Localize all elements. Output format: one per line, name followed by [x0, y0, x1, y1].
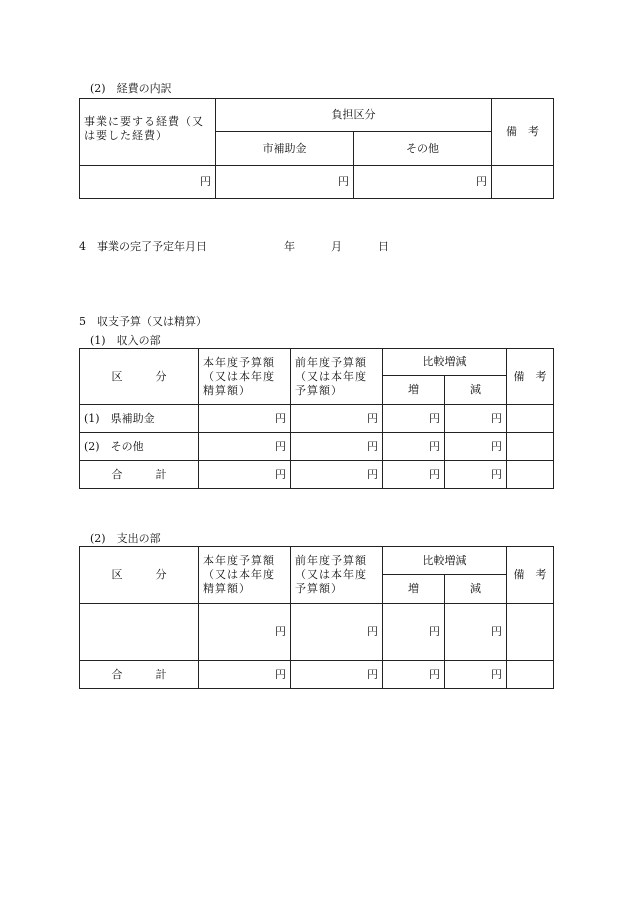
header-city-subsidy: 市補助金 — [216, 132, 354, 166]
completion-date-label: 4 事業の完了予定年月日 — [79, 240, 207, 253]
header-this-year: 本年度予算額（又は本年度精算額） — [199, 349, 291, 405]
cell-decrease: 円 — [445, 661, 507, 689]
cell-other: 円 — [354, 166, 492, 199]
header-compare: 比較増減 — [383, 349, 507, 376]
cell-remarks — [507, 405, 554, 433]
header-increase: 増 — [383, 575, 445, 604]
header-remarks: 備 考 — [507, 349, 554, 405]
income-heading: (1) 収入の部 — [90, 334, 161, 347]
header-remarks: 備 考 — [492, 99, 554, 166]
cell-last-year: 円 — [291, 604, 383, 661]
table-row — [80, 604, 554, 661]
header-expense: 事業に要する経費（又は要した経費） — [80, 99, 216, 166]
header-compare: 比較増減 — [383, 547, 507, 575]
cell-decrease: 円 — [445, 405, 507, 433]
cell-last-year: 円 — [291, 661, 383, 689]
cell-remarks — [507, 433, 554, 461]
header-last-year: 前年度予算額（又は本年度予算額） — [291, 349, 383, 405]
cell-last-year: 円 — [291, 433, 383, 461]
table-row — [80, 405, 554, 433]
income-table — [79, 348, 554, 489]
total-row — [80, 461, 554, 489]
header-remarks: 備 考 — [507, 547, 554, 604]
cell-this-year: 円 — [199, 433, 291, 461]
expense-breakdown-table — [79, 98, 554, 199]
header-this-year: 本年度予算額（又は本年度精算額） — [199, 547, 291, 604]
header-category: 区 分 — [80, 547, 199, 604]
cell-this-year: 円 — [199, 604, 291, 661]
cell-increase: 円 — [383, 433, 445, 461]
cell-this-year: 円 — [199, 461, 291, 489]
header-category: 区 分 — [80, 349, 199, 405]
table-row — [80, 433, 554, 461]
row-label — [80, 604, 199, 661]
header-decrease: 減 — [445, 376, 507, 405]
cell-remarks — [507, 461, 554, 489]
cell-decrease: 円 — [445, 433, 507, 461]
expenditure-table — [79, 546, 554, 689]
header-increase: 増 — [383, 376, 445, 405]
cell-increase: 円 — [383, 661, 445, 689]
row-label: (1) 県補助金 — [80, 405, 199, 433]
cell-this-year: 円 — [199, 405, 291, 433]
cell-last-year: 円 — [291, 461, 383, 489]
cell-last-year: 円 — [291, 405, 383, 433]
completion-year: 年 — [284, 240, 295, 253]
cell-decrease: 円 — [445, 604, 507, 661]
cell-remarks — [492, 166, 554, 199]
section-heading-budget: 5 収支予算（又は精算） — [79, 315, 207, 328]
cell-remarks — [507, 661, 554, 689]
cell-increase: 円 — [383, 405, 445, 433]
header-last-year: 前年度予算額（又は本年度予算額） — [291, 547, 383, 604]
header-burden: 負担区分 — [216, 99, 492, 132]
expense-heading: (2) 支出の部 — [90, 532, 161, 545]
cell-increase: 円 — [383, 461, 445, 489]
header-other: その他 — [354, 132, 492, 166]
completion-day: 日 — [378, 240, 389, 253]
completion-month: 月 — [331, 240, 342, 253]
section-heading-expense-breakdown: (2) 経費の内訳 — [90, 82, 172, 95]
cell-increase: 円 — [383, 604, 445, 661]
cell-decrease: 円 — [445, 461, 507, 489]
cell-this-year: 円 — [199, 661, 291, 689]
row-label: (2) その他 — [80, 433, 199, 461]
total-row — [80, 661, 554, 689]
cell-remarks — [507, 604, 554, 661]
total-label: 合 計 — [80, 461, 199, 489]
header-decrease: 減 — [445, 575, 507, 604]
cell-expense: 円 — [80, 166, 216, 199]
total-label: 合 計 — [80, 661, 199, 689]
cell-city-subsidy: 円 — [216, 166, 354, 199]
